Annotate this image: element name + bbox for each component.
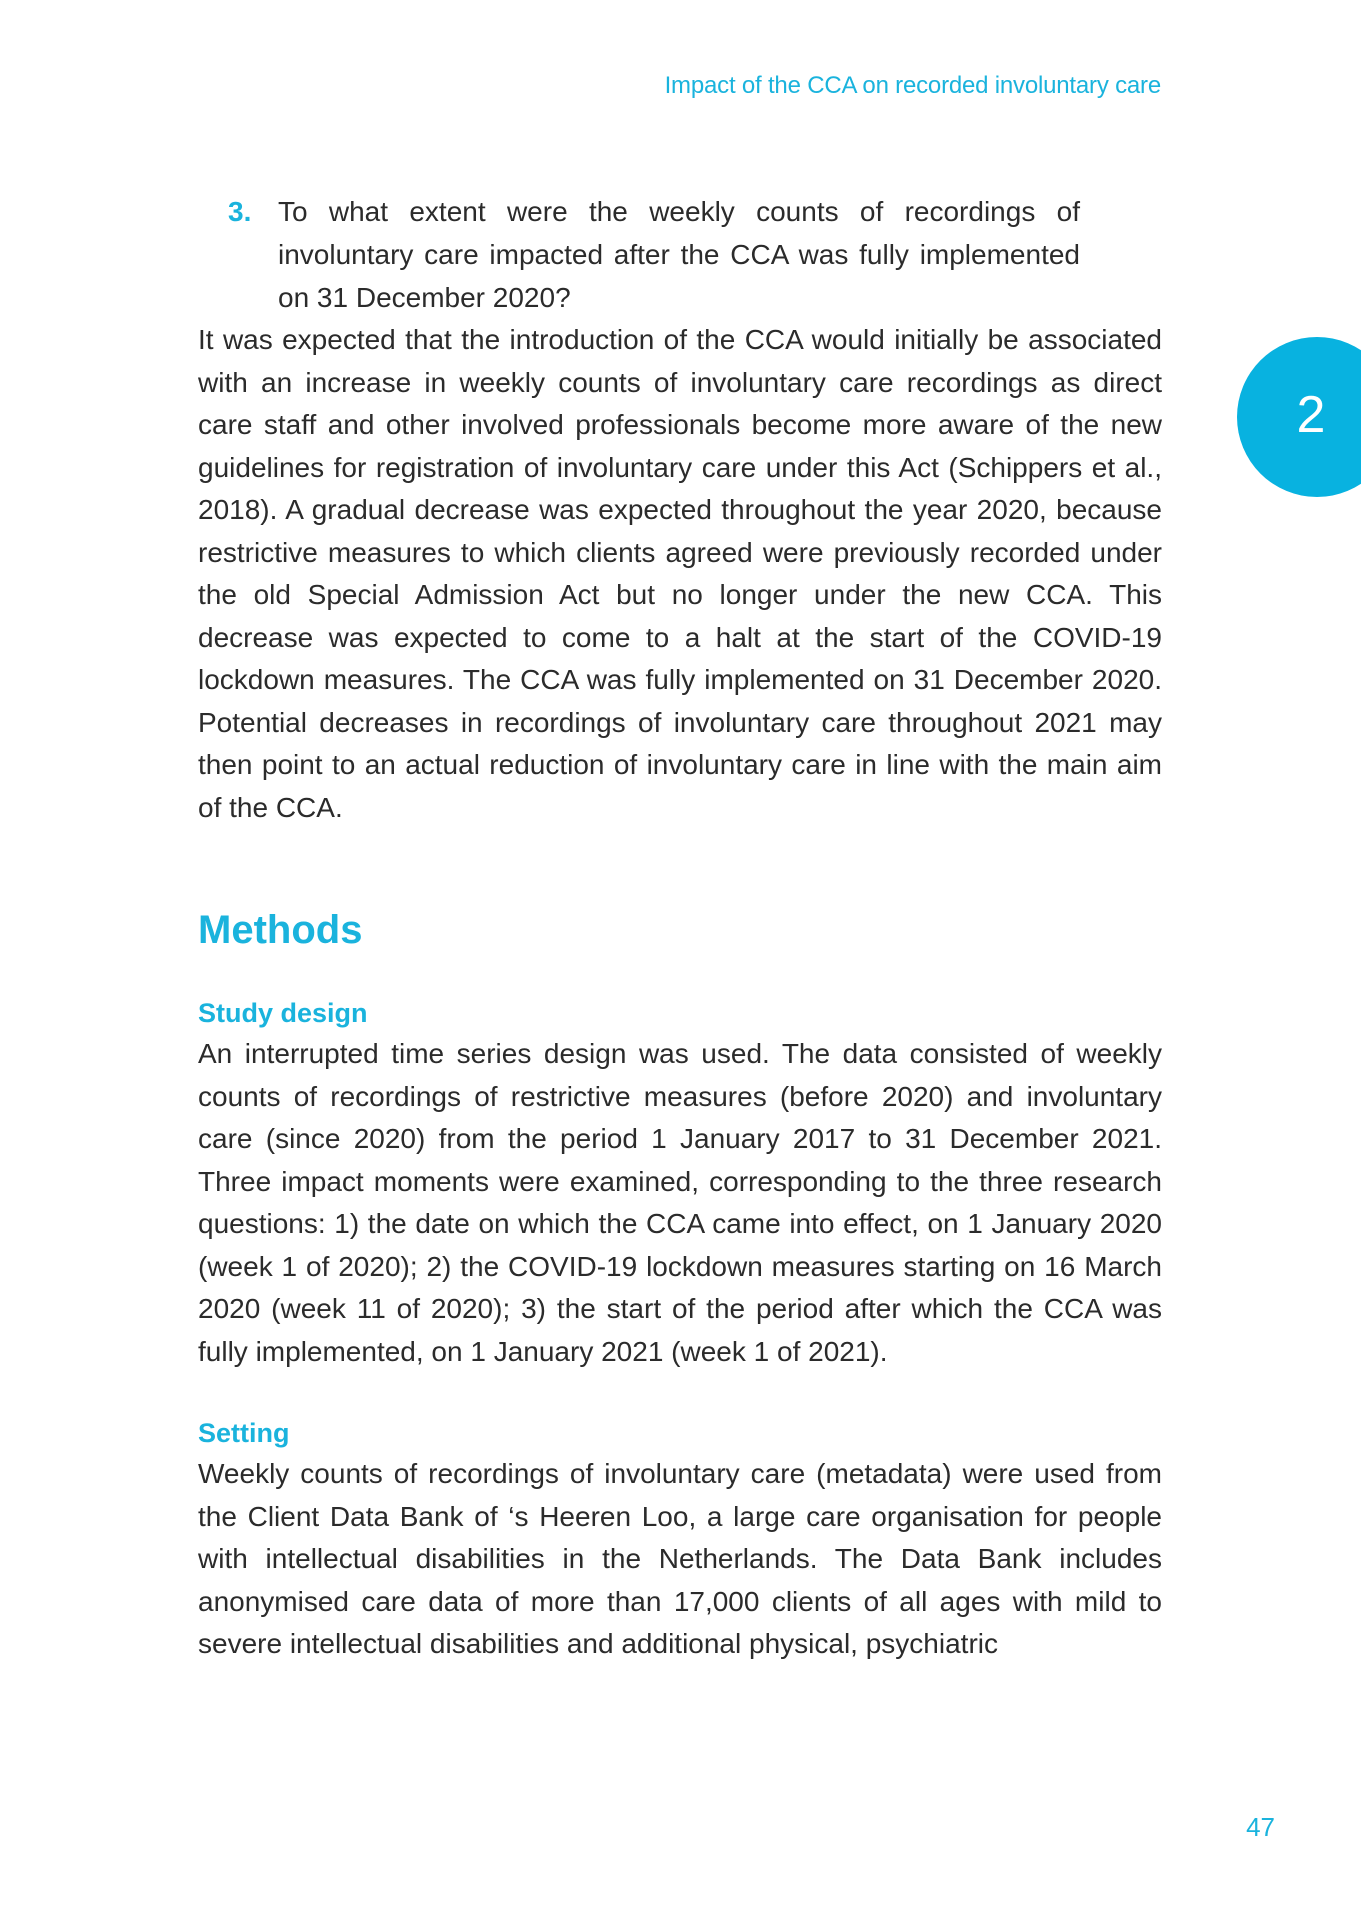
research-question-number: 3. [228,196,252,227]
methods-heading: Methods [198,908,363,952]
chapter-number: 2 [1296,386,1326,444]
setting-paragraph: Weekly counts of recordings of involuntary care (metadata) were used from the Client Data Bank of ‘s Heeren Loo, a large care organisation for people with intellectual disabilities in the Netherlands. The Data Bank includes anonymised care data of more than 17,000 clients of all ages with mild to severe intellectual disabilities and additional physical, psychiatric [198,1458,1162,1659]
chapter-tab [1237,337,1361,497]
study-design-heading: Study design [198,998,368,1028]
research-question-text: To what extent were the weekly counts of recordings of involuntary care impacted after the CCA was fully implemented on 31 December 2020? [278,196,1080,313]
study-design-paragraph: An interrupted time series design was used. The data consisted of weekly counts of recordings of restrictive measures (before 2020) and involuntary care (since 2020) from the period 1 January 2017 to 31 December 2021. Three impact moments were examined, corresponding to the three research questions: 1) the date on which the CCA came into effect, on 1 January 2020 (week 1 of 2020); 2) the COVID-19 lockdown measures starting on 16 March 2020 (week 11 of 2020); 3) the start of the period after which the CCA was fully implemented, on 1 January 2021 (week 1 of 2021). [198,1038,1162,1367]
setting-heading: Setting [198,1418,290,1448]
page-content [198,190,1162,1666]
page-number: 47 [1246,1812,1275,1842]
intro-paragraph: It was expected that the introduction of the CCA would initially be associated with an increase in weekly counts of involuntary care recordings as direct care staff and other involved professionals become more aware of the new guidelines for registration of involuntary care under this Act (Schippers et al., 2018). A gradual decrease was expected throughout the year 2020, because restrictive measures to which clients agreed were previously recorded under the old Special Admission Act but no longer under the new CCA. This decrease was expected to come to a halt at the start of the COVID-19 lockdown measures. The CCA was fully implemented on 31 December 2020. Potential decreases in recordings of involuntary care throughout 2021 may then point to an actual reduction of involuntary care in line with the main aim of the CCA. [198,324,1162,823]
research-question-item [228,190,1080,319]
running-header: Impact of the CCA on recorded involuntary care [664,72,1161,99]
